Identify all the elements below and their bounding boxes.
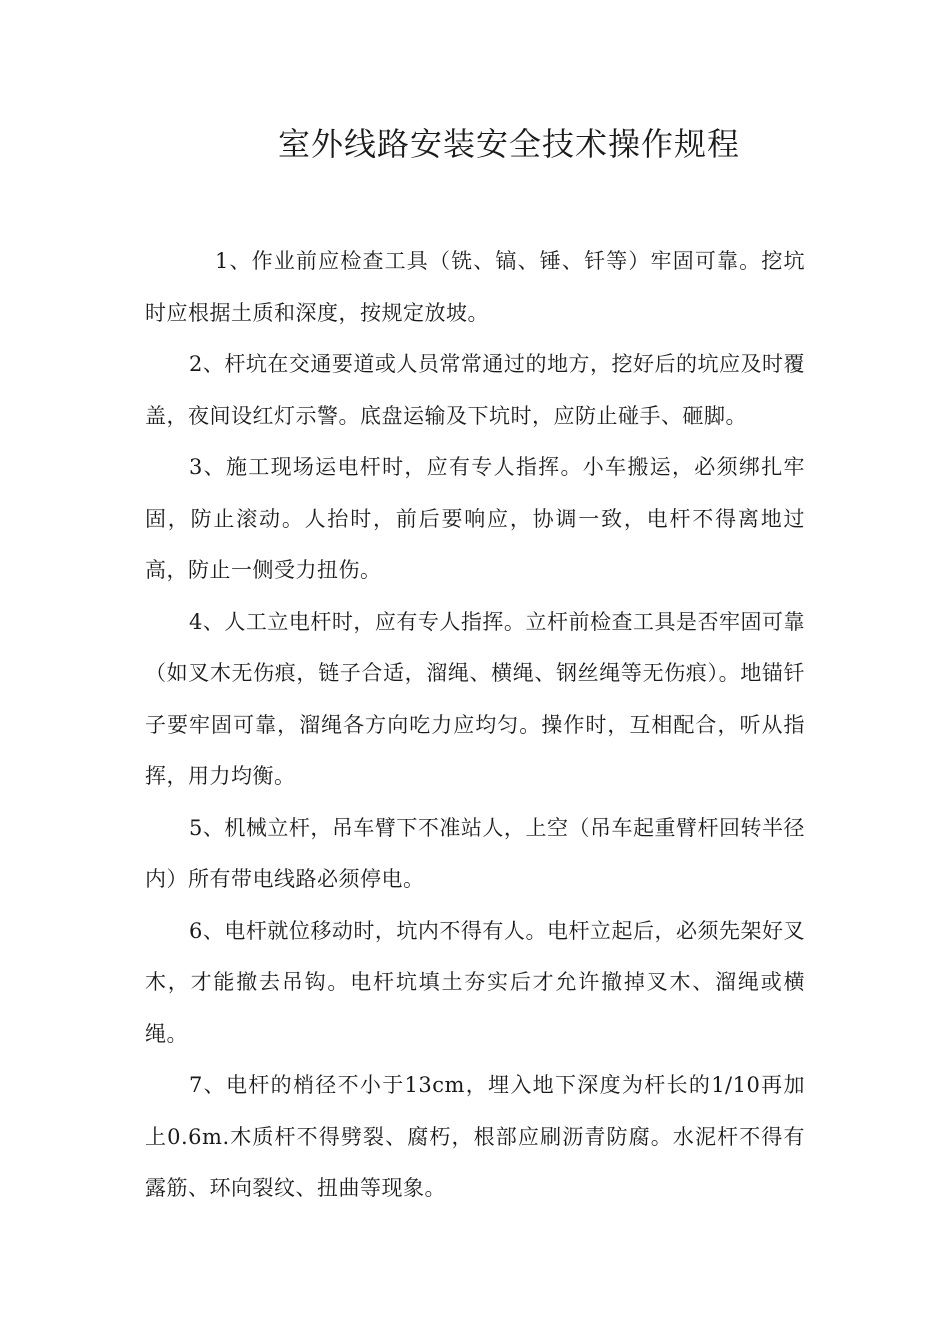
paragraph-3: 3、施工现场运电杆时，应有专人指挥。小车搬运，必须绑扎牢固，防止滚动。人抬时，前后要响应，协调一致，电杆不得离地过高，防止一侧受力扭伤。 <box>145 455 805 582</box>
paragraph-2: 2、杆坑在交通要道或人员常常通过的地方，挖好后的坑应及时覆盖，夜间设红灯示警。底盘运输及下坑时，应防止碰手、砸脚。 <box>145 352 805 428</box>
paragraph-1: 1、作业前应检查工具（铣、镐、锤、钎等）牢固可靠。挖坑时应根据土质和深度，按规定放坡。 <box>145 249 805 325</box>
paragraph-4: 4、人工立电杆时，应有专人指挥。立杆前检查工具是否牢固可靠（如叉木无伤痕，链子合适，溜绳、横绳、钢丝绳等无伤痕）。地锚钎子要牢固可靠，溜绳各方向吃力应均匀。操作时，互相配合，听从指挥，用力均衡。 <box>145 609 805 788</box>
document-title: 室外线路安装安全技术操作规程 <box>277 125 740 163</box>
paragraph-6: 6、电杆就位移动时，坑内不得有人。电杆立起后，必须先架好叉木，才能撤去吊钩。电杆坑填土夯实后才允许撤掉叉木、溜绳或横绳。 <box>145 918 805 1046</box>
paragraph-7: 7、电杆的梢径不小于13cm，埋入地下深度为杆长的1/10再加上0.6m.木质杆不得劈裂、腐朽，根部应刷沥青防腐。水泥杆不得有露筋、环向裂纹、扭曲等现象。 <box>145 1073 805 1200</box>
document-body <box>145 236 805 1215</box>
paragraph-5: 5、机械立杆，吊车臂下不准站人，上空（吊车起重臂杆回转半径内）所有带电线路必须停电。 <box>145 815 805 891</box>
